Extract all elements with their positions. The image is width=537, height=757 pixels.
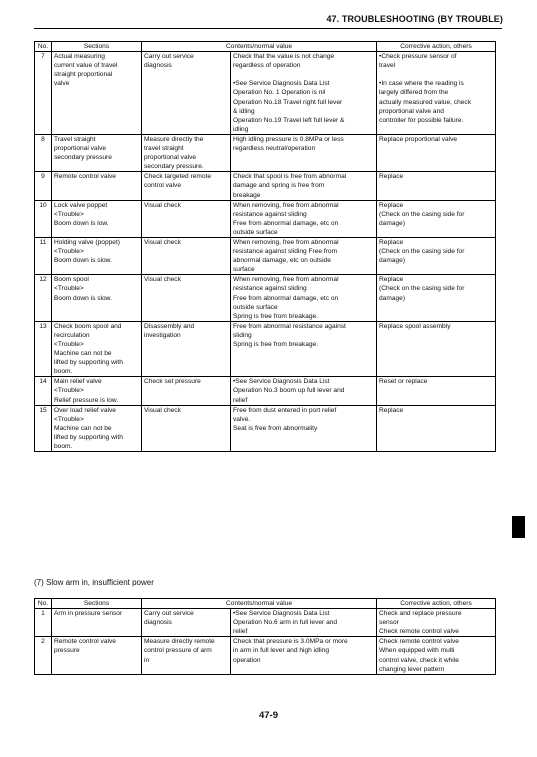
row-action [377, 609, 496, 637]
cell-line: largely differed from the [379, 89, 449, 97]
cell-line: valve [54, 80, 70, 88]
table-row [35, 321, 496, 377]
row-content [231, 134, 377, 171]
cell-line: Operation No.3 boom up full lever and [233, 387, 345, 395]
cell-line: High idling pressure is 0.8MPa or less [233, 135, 344, 143]
row-action [377, 200, 496, 237]
cell-line: surface [233, 266, 255, 274]
row-number: 9 [35, 172, 52, 200]
table-row [35, 609, 496, 637]
cell-line: Remote control valve [54, 638, 116, 646]
row-action [377, 637, 496, 674]
cell-line: Check targeted remote [144, 173, 212, 181]
row-method [142, 200, 231, 237]
cell-line: •See Service Diagnosis Data List [233, 378, 330, 386]
cell-line: •Check pressure sensor of [379, 53, 457, 61]
table-row [35, 405, 496, 451]
row-number: 7 [35, 52, 52, 135]
cell-line: proportional valve [144, 154, 197, 162]
row-method [142, 172, 231, 200]
cell-line: Carry out service [144, 53, 194, 61]
cell-line: Replace proportional valve [379, 135, 458, 143]
cell-line: Check that spool is free from abnormal [233, 173, 347, 181]
row-content [231, 200, 377, 237]
cell-line: •See Service Diagnosis Data List [233, 80, 330, 88]
row-section [52, 275, 142, 321]
row-section [52, 52, 142, 135]
cell-line: damage) [379, 257, 406, 265]
cell-line: Free from dust entered in port relief [233, 406, 337, 414]
cell-line: (Check on the casing side for [379, 285, 465, 293]
cell-line: control pressure of arm [144, 647, 212, 655]
cell-line: Visual check [144, 276, 181, 284]
cell-line: valve. [233, 415, 251, 423]
cell-line: Replace [379, 238, 404, 246]
header-sections: Sections [52, 42, 142, 52]
cell-line: in arm in full lever and high idling [233, 647, 330, 655]
cell-line: resistance against sliding [233, 210, 307, 218]
table-row [35, 377, 496, 405]
row-action [377, 52, 496, 135]
cell-line: damage and spring is free from [233, 182, 325, 190]
chapter-tab-marker [512, 516, 525, 538]
row-method [142, 275, 231, 321]
cell-line: sliding [233, 331, 252, 339]
cell-line: Visual check [144, 238, 181, 246]
cell-line: Disassembly and [144, 322, 195, 330]
cell-line: outside surface [233, 303, 278, 311]
cell-line: •In case where the reading is [379, 80, 464, 88]
row-number: 1 [35, 609, 52, 637]
cell-line: Operation No.6 arm in full lever and [233, 619, 338, 627]
table-row [35, 134, 496, 171]
row-method [142, 134, 231, 171]
table-row [35, 52, 496, 135]
cell-line: lifted by supporting with [54, 359, 123, 367]
cell-line: Boom down is slow. [54, 257, 112, 265]
cell-line: Spring is free from breakage. [233, 341, 319, 348]
row-action [377, 237, 496, 274]
cell-line: travel straight [144, 145, 184, 153]
row-content [231, 609, 377, 637]
table-row [35, 172, 496, 200]
row-method [142, 405, 231, 451]
cell-line: lifted by supporting with [54, 433, 123, 441]
header-contents: Contents/normal value [142, 599, 377, 609]
cell-line: recirculation [54, 331, 90, 339]
cell-line [233, 70, 374, 79]
cell-line: <Trouble> [54, 210, 84, 218]
cell-line: Check remote control valve [379, 628, 459, 636]
cell-line: Replace [379, 406, 404, 414]
cell-line: Seat is free from abnormality [233, 424, 318, 432]
cell-line [379, 70, 493, 79]
section-7-heading: (7) Slow arm in, insufficient power [34, 578, 154, 587]
row-method [142, 52, 231, 135]
cell-line: controller for possible failure. [379, 116, 464, 124]
cell-line: relief [233, 628, 248, 636]
cell-line: changing lever pattern [379, 665, 445, 673]
row-number: 12 [35, 275, 52, 321]
header-no: No. [35, 42, 52, 52]
cell-line: (Check on the casing side for [379, 210, 465, 218]
cell-line: Operation No.18 Travel right full lever [233, 98, 343, 106]
cell-line: Check boom spool and [54, 322, 122, 330]
row-content [231, 405, 377, 451]
cell-line: Check that the value is not change [233, 53, 335, 61]
cell-line: Lock valve poppet [54, 201, 108, 209]
header-contents: Contents/normal value [142, 42, 377, 52]
row-content [231, 275, 377, 321]
cell-line: Remote control valve [54, 173, 116, 181]
cell-line: •See Service Diagnosis Data List [233, 610, 330, 618]
cell-line: <Trouble> [54, 415, 84, 423]
row-action [377, 172, 496, 200]
cell-line: Travel straight [54, 135, 96, 143]
troubleshooting-table-1 [34, 41, 496, 452]
row-content [231, 321, 377, 377]
header-no: No. [35, 599, 52, 609]
cell-line: resistance against sliding Free from [233, 248, 338, 256]
row-content [231, 377, 377, 405]
cell-line: Operation No. 1 Operation is nil [233, 89, 326, 97]
cell-line: Replace [379, 276, 404, 284]
table-header-row [35, 599, 496, 609]
cell-line: investigation [144, 331, 181, 339]
page-number: 47-9 [258, 710, 278, 721]
cell-line: Arm in pressure sensor [54, 610, 123, 618]
row-number: 11 [35, 237, 52, 274]
row-section [52, 134, 142, 171]
cell-line: Boom down is low. [54, 219, 109, 227]
row-section [52, 637, 142, 674]
cell-line: Visual check [144, 406, 181, 414]
cell-line: Visual check [144, 201, 181, 209]
cell-line: Machine can not be [54, 424, 112, 432]
row-number: 10 [35, 200, 52, 237]
cell-line: control valve, check it while [379, 656, 459, 664]
cell-line: resistance against sliding [233, 285, 307, 293]
cell-line: relief [233, 396, 248, 404]
row-number: 14 [35, 377, 52, 405]
cell-line: straight proportional [54, 71, 113, 79]
cell-line: Check that pressure is 3.0MPa or more [233, 638, 348, 646]
row-method [142, 609, 231, 637]
row-content [231, 237, 377, 274]
cell-line: Replace spool assembly [379, 322, 451, 330]
cell-line: in [144, 656, 150, 664]
cell-line: control valve [144, 182, 182, 190]
cell-line: Over load relief valve [54, 406, 116, 414]
cell-line: When removing, free from abnormal [233, 238, 339, 246]
cell-line: Check remote control valve [379, 638, 459, 646]
cell-line: actually measured value, check [379, 98, 472, 106]
cell-line: When removing, free from abnormal [233, 201, 339, 209]
row-section [52, 609, 142, 637]
cell-line: secondary pressure [54, 154, 112, 162]
row-section [52, 405, 142, 451]
table-row [35, 637, 496, 674]
cell-line: idling [233, 125, 249, 133]
cell-line: Measure directly the [144, 135, 204, 143]
cell-line: proportional valve [54, 145, 107, 153]
cell-line: sensor [379, 619, 399, 627]
page-header-title: 47. TROUBLESHOOTING (BY TROUBLE) [326, 14, 503, 24]
row-content [231, 52, 377, 135]
header-sections: Sections [52, 599, 142, 609]
cell-line: When equipped with multi [379, 647, 455, 655]
row-section [52, 172, 142, 200]
cell-line: Free from abnormal resistance against [233, 322, 346, 330]
cell-line: diagnosis [144, 619, 172, 627]
row-number: 13 [35, 321, 52, 377]
cell-line: Free from abnormal damage, etc on [233, 219, 339, 227]
row-method [142, 321, 231, 377]
row-action [377, 405, 496, 451]
table-row [35, 200, 496, 237]
cell-line: <Trouble> [54, 285, 84, 293]
row-section [52, 237, 142, 274]
cell-line: (Check on the casing side for [379, 248, 465, 256]
troubleshooting-table-2 [34, 598, 496, 675]
table-header-row [35, 42, 496, 52]
cell-line: Actual measuring [54, 53, 105, 61]
cell-line: Boom down is slow. [54, 294, 112, 302]
header-corrective-action: Corrective action, others [377, 599, 496, 609]
row-action [377, 275, 496, 321]
row-content [231, 637, 377, 674]
cell-line: operation [233, 656, 261, 664]
row-number: 8 [35, 134, 52, 171]
row-action [377, 321, 496, 377]
cell-line: Operation No.19 Travel left full lever & [233, 116, 345, 124]
cell-line: outside surface [233, 228, 278, 236]
row-section [52, 321, 142, 377]
cell-line: abnormal damage, etc on outside [233, 257, 331, 265]
cell-line: Replace [379, 173, 404, 181]
cell-line: damage) [379, 294, 406, 302]
row-section [52, 200, 142, 237]
cell-line: regardless neutral/operation [233, 145, 316, 153]
cell-line: regardless of operation [233, 62, 301, 70]
header-corrective-action: Corrective action, others [377, 42, 496, 52]
cell-line: <Trouble> [54, 341, 84, 348]
cell-line: When removing, free from abnormal [233, 276, 339, 284]
row-number: 2 [35, 637, 52, 674]
cell-line: proportional valve and [379, 107, 444, 115]
cell-line: boom. [54, 368, 73, 376]
cell-line: boom. [54, 443, 73, 451]
cell-line: Check and replace pressure [379, 610, 462, 618]
cell-line: & idling [233, 107, 255, 115]
row-method [142, 377, 231, 405]
cell-line: Main relief valve [54, 378, 102, 386]
cell-line: Reset or replace [379, 378, 428, 386]
cell-line: damage) [379, 219, 406, 227]
cell-line: secondary pressure. [144, 163, 204, 171]
row-method [142, 237, 231, 274]
row-content [231, 172, 377, 200]
row-section [52, 377, 142, 405]
table-row [35, 275, 496, 321]
cell-line: current value of travel [54, 62, 118, 70]
cell-line: breakage [233, 191, 261, 199]
cell-line: Free from abnormal damage, etc on [233, 294, 339, 302]
header-rule [34, 28, 502, 29]
cell-line: Relief pressure is low. [54, 396, 119, 404]
cell-line: Holding valve (poppet) [54, 238, 120, 246]
cell-line: <Trouble> [54, 248, 84, 256]
row-number: 15 [35, 405, 52, 451]
cell-line: pressure [54, 647, 80, 655]
cell-line: Machine can not be [54, 350, 112, 358]
cell-line: Measure directly remote [144, 638, 215, 646]
row-action [377, 134, 496, 171]
cell-line: <Trouble> [54, 387, 84, 395]
cell-line: Carry out service [144, 610, 194, 618]
cell-line: Replace [379, 201, 404, 209]
table-row [35, 237, 496, 274]
cell-line: Boom spool [54, 276, 89, 284]
row-action [377, 377, 496, 405]
cell-line: Spring is free from breakage. [233, 312, 319, 320]
cell-line: diagnosis [144, 62, 172, 70]
row-method [142, 637, 231, 674]
cell-line: Check set pressure [144, 378, 201, 386]
cell-line: travel [379, 62, 396, 70]
